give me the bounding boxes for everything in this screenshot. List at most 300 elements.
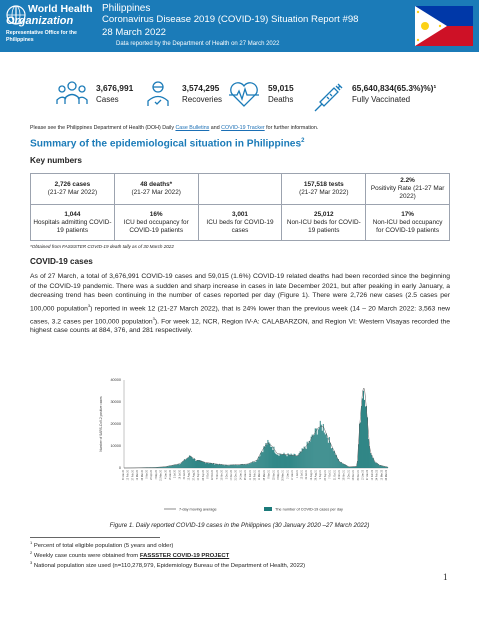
daily-cases-bar <box>232 465 233 468</box>
x-tick-label: 29 Jul 21 <box>306 470 309 480</box>
cell-value: 25,012 <box>314 210 334 218</box>
daily-cases-bar <box>255 462 256 468</box>
daily-cases-bar <box>259 456 260 468</box>
daily-cases-bar <box>301 452 302 468</box>
stat-label: Cases <box>96 95 119 104</box>
cell-label: (21-27 Mar 2022) <box>299 189 349 196</box>
daily-cases-bar <box>382 466 383 468</box>
daily-cases-bar <box>239 465 240 468</box>
daily-cases-bar <box>328 443 329 468</box>
daily-cases-bar <box>231 465 232 468</box>
daily-cases-bar <box>238 465 239 468</box>
daily-cases-bar <box>286 455 287 468</box>
daily-cases-bar <box>204 462 205 468</box>
footnote-text: National population size used (n=110,278,979, Epidemiology Bureau of the Department of Health, 2022) <box>33 562 306 569</box>
daily-cases-bar <box>262 452 263 468</box>
x-tick-label: 30 Jul 20 <box>184 470 187 480</box>
daily-cases-bar <box>275 453 276 468</box>
fassster-project-link[interactable]: FASSSTER COVID-19 PROJECT <box>139 552 230 559</box>
paragraph-text: ) reported in week 12 (21-27 March 2022), that is 24% lower than the previous week (14 – 20 March 2022: 3,563 new cases, 3.2 cases per 100,000 population <box>30 305 450 325</box>
table-cell <box>31 205 115 241</box>
daily-cases-bar <box>317 435 318 468</box>
daily-cases-bar <box>277 455 278 468</box>
daily-cases-bar <box>253 462 254 468</box>
daily-cases-bar <box>205 463 206 468</box>
x-tick-label: 16 Dec 21 <box>353 470 356 481</box>
daily-cases-bar <box>288 453 289 468</box>
table-cell <box>114 174 198 205</box>
footnote-text: Weekly case counts were obtained from <box>33 552 139 559</box>
cell-value: 1,044 <box>64 210 81 218</box>
daily-cases-bar <box>203 462 204 468</box>
daily-cases-bar <box>335 455 336 468</box>
daily-cases-bar <box>191 457 192 468</box>
daily-cases-bar <box>365 406 366 468</box>
x-tick-label: 24 Mar 22 <box>385 470 388 481</box>
daily-cases-bar <box>180 464 181 468</box>
daily-cases-bar <box>234 465 235 468</box>
daily-cases-bar <box>375 463 376 468</box>
stat-value: 3,574,295 <box>182 83 220 93</box>
daily-cases-bar <box>206 463 207 468</box>
x-tick-label: 4 Nov 21 <box>339 470 342 480</box>
x-tick-label: 1 Jul 21 <box>296 470 299 479</box>
daily-cases-bar <box>297 456 298 468</box>
note-mid: and <box>210 125 220 131</box>
y-tick-label: 40000 <box>110 378 121 383</box>
daily-cases-bar <box>327 438 328 468</box>
x-tick-label: 8 Apr 21 <box>268 470 271 479</box>
daily-cases-bar <box>320 421 321 468</box>
cell-value: 2.2% <box>400 177 415 184</box>
daily-cases-bar <box>322 431 323 468</box>
daily-cases-bar <box>344 464 345 468</box>
note-prefix: Please see the Philippines Department of Health (DOH) Daily <box>30 125 174 131</box>
daily-cases-bar <box>190 456 191 468</box>
daily-cases-bar <box>285 454 286 468</box>
daily-cases-bar <box>331 448 332 468</box>
daily-cases-bar <box>223 465 224 468</box>
daily-cases-bar <box>337 458 338 468</box>
daily-cases-bar <box>340 462 341 468</box>
table-row <box>31 174 450 205</box>
daily-cases-bar <box>268 442 269 468</box>
daily-cases-bar <box>256 460 257 468</box>
daily-cases-bar <box>212 464 213 468</box>
daily-cases-bar <box>361 406 362 468</box>
x-tick-label: 27 Aug 20 <box>193 470 196 481</box>
x-tick-label: 11 Feb 21 <box>249 470 252 481</box>
x-tick-label: 23 Apr 20 <box>151 470 154 480</box>
x-tick-label: 21 May 20 <box>160 470 163 481</box>
daily-cases-bar <box>372 458 373 468</box>
death-tally-footnote: *Obtained from FASSSTER COVID-19 death tally as of 30 March 2022 <box>30 244 174 249</box>
x-tick-label: 26 Mar 20 <box>141 470 144 481</box>
stat-label: Fully Vaccinated <box>352 95 411 104</box>
daily-cases-bar <box>181 463 182 468</box>
x-tick-label: 22 Apr 21 <box>273 470 276 480</box>
daily-cases-bar <box>185 460 186 468</box>
cell-value: 16% <box>149 210 163 218</box>
daily-cases-bar <box>276 454 277 468</box>
daily-cases-bar <box>178 464 179 468</box>
daily-cases-chart-svg <box>96 372 396 517</box>
x-tick-label: 26 Aug 21 <box>315 470 318 481</box>
cell-value: 48 deaths* <box>140 181 173 188</box>
daily-cases-bar <box>170 466 171 468</box>
x-tick-label: 9 Sep 21 <box>320 470 323 480</box>
y-tick-label: 0 <box>118 466 121 471</box>
daily-cases-bar <box>218 465 219 468</box>
x-tick-label: 6 May 21 <box>277 470 280 480</box>
x-tick-label: 15 Jul 21 <box>301 470 304 480</box>
daily-cases-bar <box>217 464 218 468</box>
daily-cases-bar <box>173 465 174 468</box>
y-tick-label: 30000 <box>110 400 121 405</box>
y-tick-label: 20000 <box>110 422 121 427</box>
daily-cases-chart <box>96 372 396 517</box>
x-tick-label: 18 Jun 20 <box>169 470 172 481</box>
cell-value: 3,001 <box>231 210 248 218</box>
cases-heading: COVID-19 cases <box>30 257 93 266</box>
x-tick-label: 31 Dec 20 <box>235 470 238 481</box>
x-tick-label: 3 Dec 20 <box>226 470 229 480</box>
x-tick-label: 4 Jun 20 <box>165 470 168 479</box>
table-cell <box>114 205 198 241</box>
x-tick-label: 17 Dec 20 <box>231 470 234 481</box>
table-cell <box>282 205 366 241</box>
daily-cases-bar <box>192 458 193 468</box>
daily-cases-bar <box>287 456 288 468</box>
daily-cases-bar <box>263 446 264 468</box>
daily-cases-bar <box>171 466 172 468</box>
daily-cases-bar <box>318 429 319 468</box>
daily-cases-bar <box>248 464 249 468</box>
table-cell <box>366 174 450 205</box>
daily-cases-bar <box>294 454 295 468</box>
daily-cases-bar <box>215 464 216 468</box>
page-number: 1 <box>443 572 448 582</box>
cell-label: Hospitals admitting COVID-19 patients <box>33 218 112 234</box>
daily-cases-bar <box>261 451 262 468</box>
table-cell <box>282 174 366 205</box>
daily-cases-bar <box>291 454 292 468</box>
daily-cases-bar <box>264 447 265 468</box>
daily-cases-bar <box>334 451 335 468</box>
daily-cases-bar <box>258 457 259 468</box>
daily-cases-bar <box>246 464 247 468</box>
daily-cases-bar <box>310 441 311 468</box>
key-numbers-heading: Key numbers <box>30 156 82 165</box>
cell-value: 157,518 tests <box>303 181 344 188</box>
x-tick-label: 5 Nov 20 <box>216 470 219 480</box>
daily-cases-bar <box>281 454 282 468</box>
org-name-line2: Organization <box>6 15 74 27</box>
daily-cases-bar <box>168 466 169 468</box>
stat-value: 59,015 <box>268 83 294 93</box>
daily-cases-bar <box>270 447 271 468</box>
daily-cases-bar <box>243 465 244 468</box>
daily-cases-bar <box>229 465 230 468</box>
cell-label: ICU bed occupancy for COVID-19 patients <box>123 218 189 234</box>
cell-label: (21-27 Mar 2022) <box>131 189 181 196</box>
headline-stats <box>54 76 474 116</box>
daily-cases-bar <box>293 456 294 468</box>
country-name: Philippines <box>102 3 151 14</box>
daily-cases-bar <box>362 398 363 468</box>
x-tick-label: 28 Jan 21 <box>245 470 248 481</box>
daily-cases-bar <box>195 461 196 468</box>
footnote-number: 1 <box>30 540 33 545</box>
footnote-divider <box>30 537 160 538</box>
legend-swatch-daily-cases <box>264 507 272 511</box>
table-cell <box>366 205 450 241</box>
daily-cases-bar <box>376 463 377 468</box>
x-tick-label: 13 Aug 20 <box>188 470 191 481</box>
daily-cases-bar <box>283 454 284 468</box>
daily-cases-bar <box>265 443 266 468</box>
daily-cases-bar <box>267 440 268 468</box>
daily-cases-bar <box>290 455 291 468</box>
daily-cases-bar <box>363 391 364 468</box>
table-row <box>31 205 450 241</box>
x-tick-label: 3 Jun 21 <box>287 470 290 479</box>
daily-cases-bar <box>172 465 173 468</box>
x-tick-label: 24 Feb 22 <box>376 470 379 481</box>
daily-cases-bar <box>370 453 371 468</box>
heartbeat-icon <box>226 76 262 112</box>
footnote-2 <box>30 550 229 559</box>
daily-cases-bar <box>282 455 283 468</box>
daily-cases-bar <box>208 463 209 468</box>
daily-cases-bar <box>245 465 246 468</box>
x-tick-label: 20 May 21 <box>282 470 285 481</box>
daily-cases-bar <box>220 465 221 468</box>
daily-cases-bar <box>198 460 199 468</box>
footnote-ref: 3 <box>87 302 91 308</box>
daily-cases-bar <box>339 461 340 468</box>
daily-cases-bar <box>374 461 375 468</box>
people-icon <box>54 76 90 112</box>
x-tick-label: 10 Feb 22 <box>371 470 374 481</box>
stat-value: 3,676,991 <box>96 83 134 93</box>
daily-cases-bar <box>343 464 344 468</box>
daily-cases-bar <box>202 461 203 468</box>
stat-value: 65,640,834(65.3%)%)¹ <box>352 83 437 93</box>
summary-heading-text: Summary of the epidemiological situation in Philippines <box>30 138 302 150</box>
representative-office: Representative Office for the Philippines <box>6 30 77 43</box>
daily-cases-bar <box>251 463 252 468</box>
paragraph-text: As of 27 March, a total of 3,676,991 COVID-19 cases and 59,015 (1.6%) COVID-19 related deaths had been recorded since the beginning of the COVID-19 pandemic. There was a sudden and sharp increase in cases in late December 2021, but after peaking in early January, a decreasing trend has been continuing in the number of cases reported per day (Figure 1). There were 2,726 new cases (2.5 cases per 100,000 population <box>30 273 450 313</box>
footnote-ref: 3 <box>152 315 155 321</box>
table-cell <box>31 174 115 205</box>
footnote-ref: 2 <box>301 138 305 144</box>
daily-cases-bar <box>214 464 215 468</box>
cell-label: Non-ICU beds for COVID-19 patients <box>286 218 361 234</box>
x-tick-label: 27 Jan 22 <box>367 470 370 481</box>
daily-cases-bar <box>332 448 333 468</box>
daily-cases-bar <box>368 439 369 468</box>
daily-cases-bar <box>244 464 245 468</box>
daily-cases-bar <box>299 453 300 468</box>
x-tick-label: 14 Jan 21 <box>240 470 243 481</box>
stat-label: Recoveries <box>182 95 223 104</box>
daily-cases-bar <box>207 463 208 468</box>
x-tick-label: 25 Feb 21 <box>254 470 257 481</box>
daily-cases-bar <box>313 436 314 468</box>
daily-cases-bar <box>252 461 253 468</box>
daily-cases-bar <box>227 465 228 468</box>
summary-heading <box>30 138 304 149</box>
footnote-number: 2 <box>30 550 33 555</box>
daily-cases-bar <box>209 463 210 468</box>
data-source-note <box>30 125 318 131</box>
daily-cases-bar <box>257 460 258 468</box>
daily-cases-bar <box>197 460 198 468</box>
daily-cases-bar <box>182 461 183 468</box>
x-tick-label: 11 Mar 21 <box>259 470 262 481</box>
x-tick-label: 12 Mar 20 <box>137 470 140 481</box>
philippines-flag-icon <box>415 6 473 46</box>
daily-cases-bar <box>240 464 241 468</box>
x-tick-label: 23 Sep 21 <box>324 470 327 481</box>
syringe-icon <box>310 76 346 112</box>
stat-label: Deaths <box>268 95 294 104</box>
daily-cases-bar <box>289 454 290 468</box>
daily-cases-bar <box>176 465 177 468</box>
daily-cases-bar <box>324 433 325 468</box>
x-tick-label: 12 Aug 21 <box>310 470 313 481</box>
x-tick-label: 24 Sep 20 <box>202 470 205 481</box>
daily-cases-bar <box>308 443 309 468</box>
daily-cases-bar <box>188 458 189 468</box>
table-cell <box>198 174 282 205</box>
paragraph-text: ). For week 12, NCR, Region IV-A: CALABARZON, and Region VI: Western Visayas recorded the highest case counts at 884, 376, and 281 respectively. <box>30 317 450 335</box>
x-tick-label: 25 Mar 21 <box>263 470 266 481</box>
x-tick-label: 18 Nov 21 <box>343 470 346 481</box>
daily-cases-bar <box>355 467 356 468</box>
note-suffix: for further information. <box>266 125 319 131</box>
daily-cases-bar <box>175 465 176 468</box>
figure-caption: Figure 1. Daily reported COVID-19 cases in the Philippines (30 January 2020 –27 March 2022) <box>109 522 370 529</box>
daily-cases-bar <box>278 455 279 468</box>
daily-cases-bar <box>342 464 343 468</box>
x-tick-label: 27 Feb 20 <box>132 470 135 481</box>
daily-cases-bar <box>371 455 372 468</box>
daily-cases-bar <box>228 465 229 468</box>
daily-cases-bar <box>210 463 211 468</box>
daily-cases-bar <box>309 441 310 468</box>
footnote-1 <box>30 540 173 549</box>
x-tick-label: 9 Apr 20 <box>146 470 149 479</box>
report-source: Data reported by the Department of Health on 27 March 2022 <box>116 41 280 47</box>
report-header <box>0 0 479 52</box>
daily-cases-bar <box>189 455 190 468</box>
daily-cases-bar <box>194 458 195 468</box>
x-tick-label: 10 Sep 20 <box>198 470 201 481</box>
daily-cases-bar <box>333 451 334 468</box>
daily-cases-bar <box>319 428 320 468</box>
daily-cases-bar <box>303 449 304 468</box>
y-axis-label: Number of SARS-CoV-2 positive cases <box>99 396 103 452</box>
daily-cases-bar <box>236 465 237 468</box>
cases-paragraph <box>30 272 450 336</box>
daily-cases-bar <box>360 422 361 468</box>
daily-cases-bar <box>186 459 187 468</box>
daily-cases-bar <box>249 463 250 468</box>
cell-label: Positivity Rate (21-27 Mar 2022) <box>370 185 445 200</box>
daily-cases-bar <box>379 465 380 468</box>
case-bulletins-link[interactable]: Case Bulletins <box>175 125 210 131</box>
org-name-line1: World Health <box>28 3 93 15</box>
x-tick-label: 2 Jul 20 <box>174 470 177 479</box>
footnote-text: Percent of total eligible population (5 years and older) <box>33 542 174 549</box>
daily-cases-bar <box>260 453 261 468</box>
recovered-person-icon <box>140 76 176 112</box>
cell-label: (21-27 Mar 2022) <box>47 189 98 196</box>
daily-cases-bar <box>304 447 305 468</box>
daily-cases-bar <box>325 434 326 468</box>
cell-value: 17% <box>401 210 414 218</box>
daily-cases-bar <box>187 458 188 468</box>
x-tick-label: 30 Dec 21 <box>357 470 360 481</box>
x-tick-label: 13 Feb 20 <box>127 470 130 481</box>
table-cell <box>198 205 282 241</box>
legend-label-daily-cases: The number of COVID-19 cases per day <box>275 507 343 512</box>
key-numbers-table <box>30 173 450 241</box>
daily-cases-bar <box>330 443 331 468</box>
daily-cases-bar <box>323 424 324 468</box>
x-tick-label: 16 Jul 20 <box>179 470 182 480</box>
daily-cases-bar <box>326 433 327 468</box>
daily-cases-bar <box>383 466 384 468</box>
daily-cases-bar <box>247 464 248 468</box>
x-tick-label: 10 Mar 22 <box>381 470 384 481</box>
x-tick-label: 7 Oct 21 <box>329 470 332 479</box>
daily-cases-bar <box>315 428 316 468</box>
x-tick-label: 2 Dec 21 <box>348 470 351 480</box>
x-tick-label: 8 Oct 20 <box>207 470 210 479</box>
daily-cases-bar <box>216 464 217 468</box>
daily-cases-bar <box>295 454 296 468</box>
moving-average-line <box>124 388 388 468</box>
daily-cases-bar <box>273 447 274 468</box>
covid-tracker-link[interactable]: COVID-19 Tracker <box>221 125 265 131</box>
daily-cases-bar <box>266 444 267 468</box>
daily-cases-bar <box>201 461 202 468</box>
daily-cases-bar <box>269 444 270 468</box>
daily-cases-bar <box>298 455 299 468</box>
x-tick-label: 22 Oct 20 <box>212 470 215 480</box>
x-tick-label: 21 Oct 21 <box>334 470 337 480</box>
x-tick-label: 19 Nov 20 <box>221 470 224 481</box>
daily-cases-bar <box>306 449 307 468</box>
cell-label: Non-ICU bed occupancy for COVID-19 patients <box>372 218 443 234</box>
daily-cases-bar <box>224 465 225 468</box>
daily-cases-bar <box>230 465 231 468</box>
daily-cases-bar <box>305 448 306 468</box>
daily-cases-bar <box>196 461 197 468</box>
daily-cases-bar <box>292 455 293 468</box>
daily-cases-bar <box>166 467 167 468</box>
daily-cases-bar <box>279 456 280 468</box>
x-tick-label: 7 May 20 <box>155 470 158 480</box>
daily-cases-bar <box>311 437 312 468</box>
daily-cases-bar <box>237 465 238 468</box>
report-title: Coronavirus Disease 2019 (COVID-19) Situation Report #98 <box>102 14 359 25</box>
y-tick-label: 10000 <box>110 444 121 449</box>
daily-cases-bar <box>280 454 281 468</box>
